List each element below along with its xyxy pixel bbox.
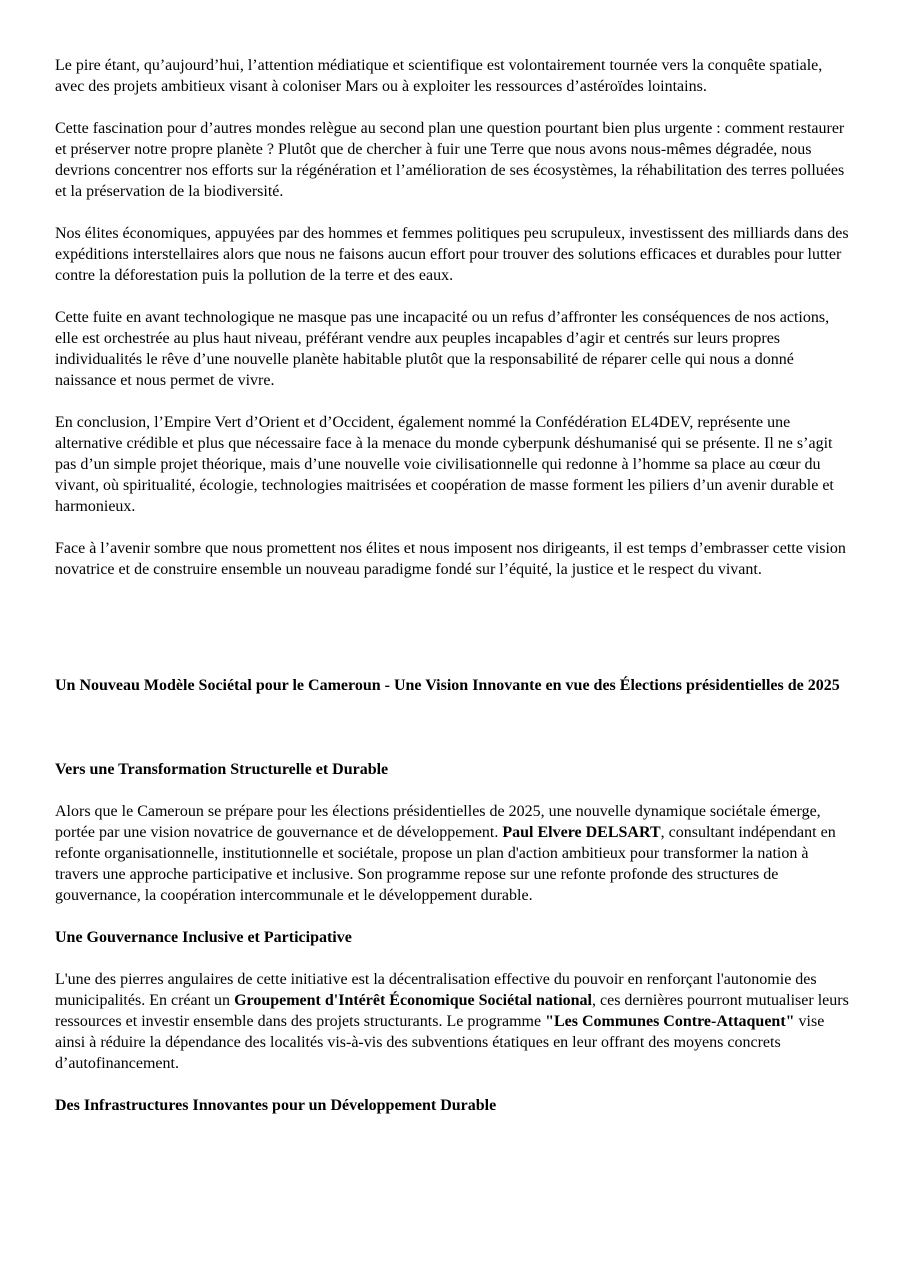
author-name: Paul Elvere DELSART xyxy=(502,824,661,841)
document-page xyxy=(55,55,855,1116)
paragraph-restore-planet: Cette fascination pour d’autres mondes relègue au second plan une question pourtant bien plus urgente : comment restaurer et préserver notre propre planète ? Plutôt que de chercher à fuir une Terre que nous avons nous-mêmes dégradée, nous devrions concentrer nos efforts sur la régénération et l’amélioration de ses écosystèmes, la réhabilitation des terres polluées et la préservation de la biodiversité. xyxy=(55,120,845,200)
paragraph-conclusion: En conclusion, l’Empire Vert d’Orient et d’Occident, également nommé la Confédération EL4DEV, représente une alternative crédible et plus que nécessaire face à la menace du monde cyberpunk déshumanisé qui se présente. Il ne s’agit pas d’un simple projet théorique, mais d’une nouvelle voie civilisationnelle qui redonne à l’homme sa place au cœur du vivant, où spiritualité, écologie, technologies maitrisées et coopération de masse forment les piliers d’un avenir durable et harmonieux. xyxy=(55,414,834,515)
article-title: Un Nouveau Modèle Sociétal pour le Cameroun - Une Vision Innovante en vue des Élections présidentielles de 2025 xyxy=(55,677,840,694)
paragraph-governance xyxy=(55,969,855,1074)
paragraph-transformation xyxy=(55,801,855,906)
text-segment: , consultant indépendant en refonte organisationnelle, institutionnelle et sociétale, propose un plan d'action ambitieux pour transformer la nation à travers une approche participative et inclusive. Son programme repose sur une refonte profonde des structures de gouvernance, la coopération intercommunale et le développement durable. xyxy=(55,824,836,904)
section-heading-transformation: Vers une Transformation Structurelle et Durable xyxy=(55,761,389,778)
bold-term-programme: "Les Communes Contre-Attaquent" xyxy=(545,1013,795,1030)
bold-term-gie: Groupement d'Intérêt Économique Sociétal national xyxy=(234,992,592,1009)
text-segment: , ces dernières pourront mutualiser leurs ressources et investir ensemble dans des projets structurants. Le programme xyxy=(55,992,849,1030)
text-segment: vise ainsi à réduire la dépendance des localités vis-à-vis des subventions étatiques en leur offrant des moyens concrets d’autofinancement. xyxy=(55,1013,825,1072)
paragraph-dark-future: Face à l’avenir sombre que nous promettent nos élites et nous imposent nos dirigeants, il est temps d’embrasser cette vision novatrice et de construire ensemble un nouveau paradigme fondé sur l’équité, la justice et le respect du vivant. xyxy=(55,540,846,578)
paragraph-technological-escape: Cette fuite en avant technologique ne masque pas une incapacité ou un refus d’affronter les conséquences de nos actions, elle est orchestrée au plus haut niveau, préférant vendre aux peuples incapables d’agir et centrés sur leurs propres individualités le rêve d’une nouvelle planète habitable plutôt que la responsabilité de réparer celle qui nous a donné naissance et nous permet de vivre. xyxy=(55,309,830,389)
paragraph-space-conquest: Le pire étant, qu’aujourd’hui, l’attention médiatique et scientifique est volontairement tournée vers la conquête spatiale, avec des projets ambitieux visant à coloniser Mars ou à exploiter les ressources d’astéroïdes lointains. xyxy=(55,57,823,95)
text-segment: L'une des pierres angulaires de cette initiative est la décentralisation effective du pouvoir en renforçant l'autonomie des municipalités. En créant un xyxy=(55,971,817,1009)
section-heading-infrastructure: Des Infrastructures Innovantes pour un Développement Durable xyxy=(55,1097,497,1114)
paragraph-economic-elites: Nos élites économiques, appuyées par des hommes et femmes politiques peu scrupuleux, investissent des milliards dans des expéditions interstellaires alors que nous ne faisons aucun effort pour trouver des solutions efficaces et durables pour lutter contre la déforestation puis la pollution de la terre et des eaux. xyxy=(55,225,849,284)
section-heading-governance: Une Gouvernance Inclusive et Participative xyxy=(55,929,352,946)
text-segment: Alors que le Cameroun se prépare pour les élections présidentielles de 2025, une nouvelle dynamique sociétale émerge, portée par une vision novatrice de gouvernance et de développement. xyxy=(55,803,821,841)
